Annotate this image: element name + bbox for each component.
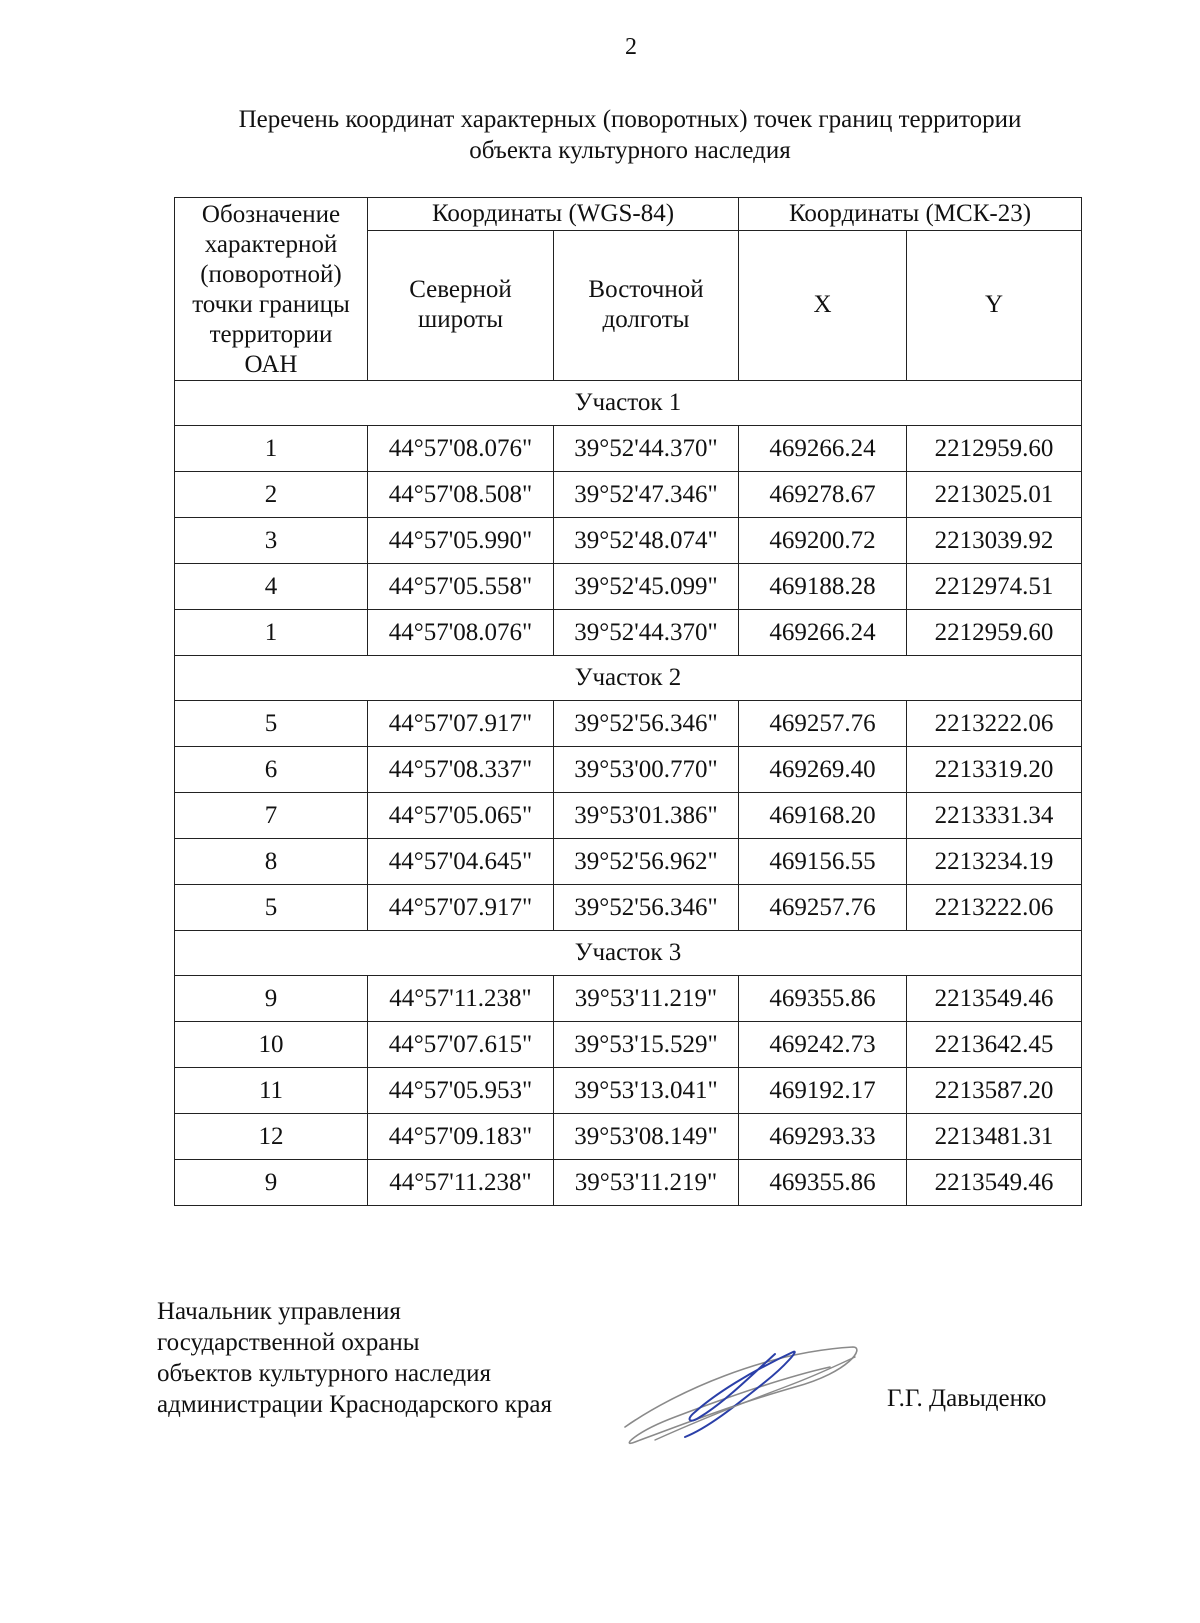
header-x: X xyxy=(739,230,907,380)
point-cell: 2 xyxy=(175,472,368,518)
y-coordinate-cell: 2213319.20 xyxy=(907,747,1082,793)
point-cell: 7 xyxy=(175,793,368,839)
y-coordinate-cell: 2213642.45 xyxy=(907,1022,1082,1068)
latitude-cell: 44°57'05.558" xyxy=(368,564,554,610)
longitude-cell: 39°52'56.962" xyxy=(554,839,739,885)
header-row-groups xyxy=(175,198,1082,231)
point-cell: 1 xyxy=(175,426,368,472)
x-coordinate-cell: 469293.33 xyxy=(739,1114,907,1160)
table-row xyxy=(175,426,1082,472)
point-cell: 3 xyxy=(175,518,368,564)
y-coordinate-cell: 2212959.60 xyxy=(907,610,1082,656)
table-row xyxy=(175,564,1082,610)
point-cell: 5 xyxy=(175,701,368,747)
longitude-cell: 39°52'56.346" xyxy=(554,701,739,747)
latitude-cell: 44°57'11.238" xyxy=(368,976,554,1022)
point-cell: 4 xyxy=(175,564,368,610)
table-row xyxy=(175,610,1082,656)
table-row xyxy=(175,1022,1082,1068)
table-row xyxy=(175,747,1082,793)
x-coordinate-cell: 469266.24 xyxy=(739,610,907,656)
x-coordinate-cell: 469257.76 xyxy=(739,885,907,931)
longitude-cell: 39°53'00.770" xyxy=(554,747,739,793)
x-coordinate-cell: 469269.40 xyxy=(739,747,907,793)
section-title: Участок 1 xyxy=(175,381,1082,426)
table-row xyxy=(175,839,1082,885)
point-cell: 1 xyxy=(175,610,368,656)
y-coordinate-cell: 2213587.20 xyxy=(907,1068,1082,1114)
signatory-name: Г.Г. Давыденко xyxy=(887,1385,1047,1412)
point-cell: 11 xyxy=(175,1068,368,1114)
longitude-cell: 39°53'01.386" xyxy=(554,793,739,839)
table-row xyxy=(175,701,1082,747)
y-coordinate-cell: 2213039.92 xyxy=(907,518,1082,564)
header-msk23-group: Координаты (МСК-23) xyxy=(739,198,1082,231)
x-coordinate-cell: 469168.20 xyxy=(739,793,907,839)
header-y: Y xyxy=(907,230,1082,380)
y-coordinate-cell: 2213549.46 xyxy=(907,976,1082,1022)
x-coordinate-cell: 469278.67 xyxy=(739,472,907,518)
table-body xyxy=(175,381,1082,1206)
longitude-cell: 39°53'15.529" xyxy=(554,1022,739,1068)
y-coordinate-cell: 2213549.46 xyxy=(907,1160,1082,1206)
handwritten-signature xyxy=(615,1332,865,1457)
coordinates-table xyxy=(174,197,1082,1206)
section-title: Участок 2 xyxy=(175,656,1082,701)
point-cell: 9 xyxy=(175,1160,368,1206)
x-coordinate-cell: 469355.86 xyxy=(739,976,907,1022)
point-cell: 8 xyxy=(175,839,368,885)
table-row xyxy=(175,518,1082,564)
page-number: 2 xyxy=(625,34,637,60)
section-row xyxy=(175,931,1082,976)
position-line: Начальник управления xyxy=(157,1298,401,1325)
y-coordinate-cell: 2213222.06 xyxy=(907,701,1082,747)
title-line-1: Перечень координат характерных (поворотных) точек границ территории xyxy=(238,106,1022,133)
document-title xyxy=(140,104,1120,166)
latitude-cell: 44°57'09.183" xyxy=(368,1114,554,1160)
position-line: объектов культурного наследия xyxy=(157,1360,491,1387)
y-coordinate-cell: 2212974.51 xyxy=(907,564,1082,610)
longitude-cell: 39°52'45.099" xyxy=(554,564,739,610)
table-row xyxy=(175,1114,1082,1160)
latitude-cell: 44°57'05.953" xyxy=(368,1068,554,1114)
point-cell: 10 xyxy=(175,1022,368,1068)
x-coordinate-cell: 469156.55 xyxy=(739,839,907,885)
latitude-cell: 44°57'11.238" xyxy=(368,1160,554,1206)
title-line-2: объекта культурного наследия xyxy=(469,137,791,164)
signatory-position xyxy=(157,1296,552,1420)
longitude-cell: 39°53'13.041" xyxy=(554,1068,739,1114)
point-cell: 6 xyxy=(175,747,368,793)
x-coordinate-cell: 469242.73 xyxy=(739,1022,907,1068)
latitude-cell: 44°57'05.065" xyxy=(368,793,554,839)
header-point-designation: Обозначение характерной (поворотной) точки границы территории ОАН xyxy=(175,198,368,381)
y-coordinate-cell: 2213481.31 xyxy=(907,1114,1082,1160)
longitude-cell: 39°53'11.219" xyxy=(554,1160,739,1206)
section-row xyxy=(175,381,1082,426)
header-north-latitude: Северной широты xyxy=(368,230,554,380)
point-cell: 5 xyxy=(175,885,368,931)
latitude-cell: 44°57'08.508" xyxy=(368,472,554,518)
latitude-cell: 44°57'08.076" xyxy=(368,426,554,472)
section-row xyxy=(175,656,1082,701)
y-coordinate-cell: 2213331.34 xyxy=(907,793,1082,839)
header-east-longitude: Восточной долготы xyxy=(554,230,739,380)
y-coordinate-cell: 2213025.01 xyxy=(907,472,1082,518)
y-coordinate-cell: 2213234.19 xyxy=(907,839,1082,885)
section-title: Участок 3 xyxy=(175,931,1082,976)
x-coordinate-cell: 469355.86 xyxy=(739,1160,907,1206)
longitude-cell: 39°52'48.074" xyxy=(554,518,739,564)
table-row xyxy=(175,976,1082,1022)
table-row xyxy=(175,1068,1082,1114)
y-coordinate-cell: 2213222.06 xyxy=(907,885,1082,931)
longitude-cell: 39°53'11.219" xyxy=(554,976,739,1022)
latitude-cell: 44°57'08.337" xyxy=(368,747,554,793)
latitude-cell: 44°57'07.615" xyxy=(368,1022,554,1068)
table-row xyxy=(175,885,1082,931)
latitude-cell: 44°57'07.917" xyxy=(368,885,554,931)
table-row xyxy=(175,1160,1082,1206)
longitude-cell: 39°53'08.149" xyxy=(554,1114,739,1160)
position-line: администрации Краснодарского края xyxy=(157,1391,553,1418)
longitude-cell: 39°52'56.346" xyxy=(554,885,739,931)
longitude-cell: 39°52'44.370" xyxy=(554,426,739,472)
header-wgs84-group: Координаты (WGS-84) xyxy=(368,198,739,231)
latitude-cell: 44°57'05.990" xyxy=(368,518,554,564)
point-cell: 9 xyxy=(175,976,368,1022)
x-coordinate-cell: 469192.17 xyxy=(739,1068,907,1114)
y-coordinate-cell: 2212959.60 xyxy=(907,426,1082,472)
x-coordinate-cell: 469188.28 xyxy=(739,564,907,610)
latitude-cell: 44°57'04.645" xyxy=(368,839,554,885)
point-cell: 12 xyxy=(175,1114,368,1160)
x-coordinate-cell: 469200.72 xyxy=(739,518,907,564)
position-line: государственной охраны xyxy=(157,1329,420,1356)
longitude-cell: 39°52'47.346" xyxy=(554,472,739,518)
x-coordinate-cell: 469266.24 xyxy=(739,426,907,472)
latitude-cell: 44°57'08.076" xyxy=(368,610,554,656)
latitude-cell: 44°57'07.917" xyxy=(368,701,554,747)
x-coordinate-cell: 469257.76 xyxy=(739,701,907,747)
table-row xyxy=(175,793,1082,839)
longitude-cell: 39°52'44.370" xyxy=(554,610,739,656)
table-row xyxy=(175,472,1082,518)
